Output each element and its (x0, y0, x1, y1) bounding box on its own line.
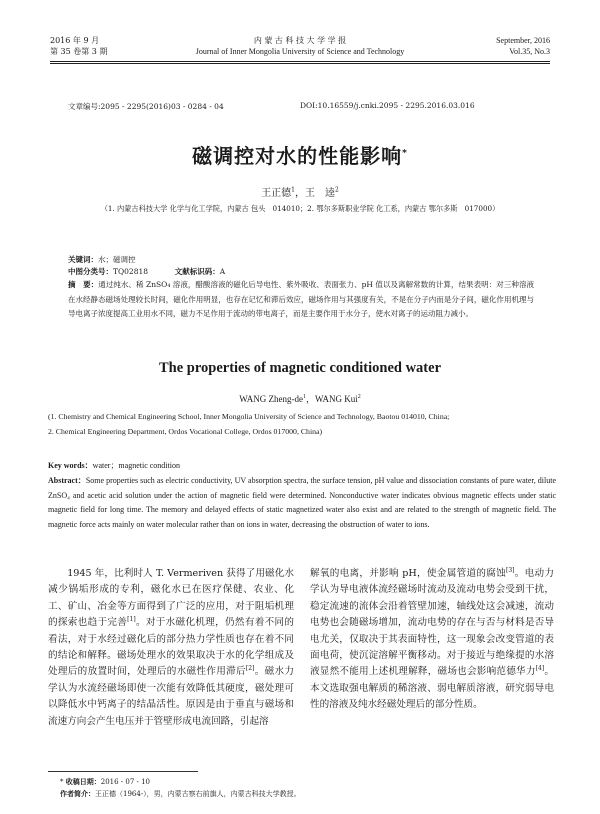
classification (68, 266, 225, 278)
authors-en-sep: ， (305, 394, 315, 404)
keywords-en (48, 460, 556, 473)
author-2-en-sup: 2 (357, 394, 361, 400)
body-column-right (310, 566, 554, 714)
keywords-cn-text: 水；磁调控 (98, 255, 136, 264)
affiliation-cn: （1. 内蒙古科技大学 化学与化工学院，内蒙古 包头 014010；2. 鄂尔多斯职业学院 化工系，内蒙古 鄂尔多斯 017000） (100, 204, 500, 213)
received-label: 收稿日期： (65, 777, 101, 786)
author-bio-text: 王正德（1964-），男，内蒙古察右前旗人，内蒙古科技大学教授。 (95, 790, 301, 798)
author-1-en: WANG Zheng-de (239, 394, 303, 404)
journal-name-en: Journal of Inner Mongolia University of Science and Technology (195, 47, 405, 56)
body-right-part-2: 。电动力学认为导电液体流经磁场时流动及流动电势会受到干扰，稳定流速的流体会沿着管壁加速，轴线处这会减速，流动电势也会随磁场增加，流动电势的存在与否与材料是否导电尤关，仅取决于其表面特性，这一现象会改变管道的表面电荷，使沉淀溶解平衡移动。对于接近与绝缘提的水溶液显然不能用上述机理解释，磁场也会影响范德华力 (310, 568, 555, 678)
abstract-en-text: Some properties such as electric conductivity, UV absorption spectra, the surface tension, pH value and dissociation constants of pure water, dilute ZnSO₄ and acetic acid solution under the action of magnetic field were determined. Nonconductive water indicates obvious magnetic effects under static magnetic field for long time. The memory and delayed effects of static magnetized water also exist and are related to the strength of magnetic field. The magnetic force acts mainly on water molecular rather than on ions in water, decreasing the obstruction of water to ions. (48, 476, 557, 529)
header-right (496, 35, 550, 57)
authors-cn (0, 184, 600, 199)
footnotes (60, 776, 301, 800)
authors-en (0, 392, 600, 405)
author-bio-label: 作者简介： (60, 789, 95, 798)
affiliation-en (48, 409, 556, 439)
body-right-part-1: 解氧的电离，并影响 pH，使金属管道的腐蚀 (310, 568, 506, 579)
clc-number: TQ02818 (113, 267, 149, 276)
keywords-en-text: water；magnetic condition (92, 461, 180, 470)
doc-code-label: 文献标识码： (174, 267, 220, 276)
author-2-en: WANG Kui (315, 394, 358, 404)
body-left-part-1: 1945 年，比利时人 T. Vermeriven 获得了用磁化水减少锅垢形成的专利，磁化水已在医疗保健、农业、化工、矿山、冶金等方面得到了广泛的应用，对于阻垢机理的探索也趋于完善 (48, 568, 294, 629)
author-1-en-sup: 1 (302, 394, 306, 400)
doc-code: A (219, 267, 226, 276)
author-1-cn-sup: 1 (291, 186, 295, 194)
keywords-cn-label: 关键词： (68, 255, 98, 264)
title-en: The properties of magnetic conditioned water (158, 360, 442, 376)
author-1-cn: 王正德 (261, 188, 292, 199)
affiliation-en-line-1: (1. Chemistry and Chemical Engineering School, Inner Mongolia University of Science and Technology, Baotou 014010, China; (48, 412, 450, 421)
author-2-cn-sup: 2 (335, 186, 339, 194)
footnote-rule (48, 771, 198, 772)
abstract-cn-label: 摘 要： (68, 280, 99, 289)
doi: DOI:10.16559/j.cnki.2095 - 2295.2016.03.016 (300, 101, 475, 110)
abstract-cn (68, 278, 534, 322)
received-value: 2016 - 07 - 10 (100, 778, 150, 786)
header-rule-top (50, 61, 550, 62)
author-2-cn: 王 逵 (305, 188, 335, 199)
citation-1: [1] (127, 616, 136, 624)
affiliation-en-line-2: 2. Chemical Engineering Department, Ordos Vocational College, Ordos 017000, China) (48, 427, 323, 436)
title-cn (0, 140, 600, 169)
header-date-en: September, 2016 (496, 36, 550, 45)
abstract-cn-text: 通过纯水、稀 ZnSO₄ 溶液，醋酸溶液的磁化后导电性、紫外吸收、表面张力、pH 值以及离解常数的计算，结果表明：对三种溶液在水经静态磁场处理较长时间，磁化作用明显，也存在记忆和滞后效应，磁场作用与其强度有关，不是在分子内而是分子间，磁化作用机理与导电离子浓度提高工业用水不同，磁力不足作用于流动的带电离子，而是主要作用于水分子，使水对离子的运动阻力减小。 (68, 280, 534, 318)
citation-3: [3] (505, 566, 515, 574)
keywords-cn (68, 254, 136, 266)
body-right-part-3: 。本文选取强电解质的稀溶液、弱电解质溶液，研究弱导电性的溶液及纯水经磁处理后的部分性质。 (310, 666, 554, 711)
body-column-left (48, 566, 294, 730)
body-left-part-2: 。对于水磁化机理，仍然有着不同的看法，对于水经过磁化后的部分热力学性质也存在着不同的结论和解释。磁场处理水的效果取决于水的化学组成及处理后的放置时间，处理后的水磁性作用滞后 (48, 617, 295, 678)
author-bio (60, 788, 301, 800)
title-cn-text: 磁调控对水的性能影响 (192, 144, 403, 168)
header-rule-bottom (50, 63, 550, 64)
abstract-en (48, 474, 556, 532)
keywords-en-label: Key words： (48, 461, 93, 470)
header-date: 2016 年 9 月 (50, 36, 100, 45)
citation-4: [4] (535, 665, 545, 673)
article-number: 文章编号:2095 - 2295(2016)03 - 0284 - 04 (68, 102, 224, 111)
authors-cn-sep: ， (295, 188, 305, 199)
abstract-en-label: Abstract： (48, 476, 86, 485)
received-date: * 收稿日期：2016 - 07 - 10 (60, 777, 150, 786)
header-issue: 第 35 卷第 3 期 (50, 47, 108, 56)
citation-2: [2] (245, 665, 255, 673)
clc-label: 中图分类号： (68, 267, 113, 276)
body-left-part-3: 。磁水力学认为水流经磁场即使一次能有效降低其硬度，磁处理可以降低水中钙离子的结晶活性。原因是由于垂直与磁场和流速方向会产生电压并于管壁形成电流回路，引起溶 (48, 666, 295, 727)
title-footnote-mark: * (402, 148, 408, 159)
journal-name-cn: 内 蒙 古 科 技 大 学 学 报 (253, 36, 347, 45)
header-volume-en: Vol.35, No.3 (509, 47, 550, 56)
